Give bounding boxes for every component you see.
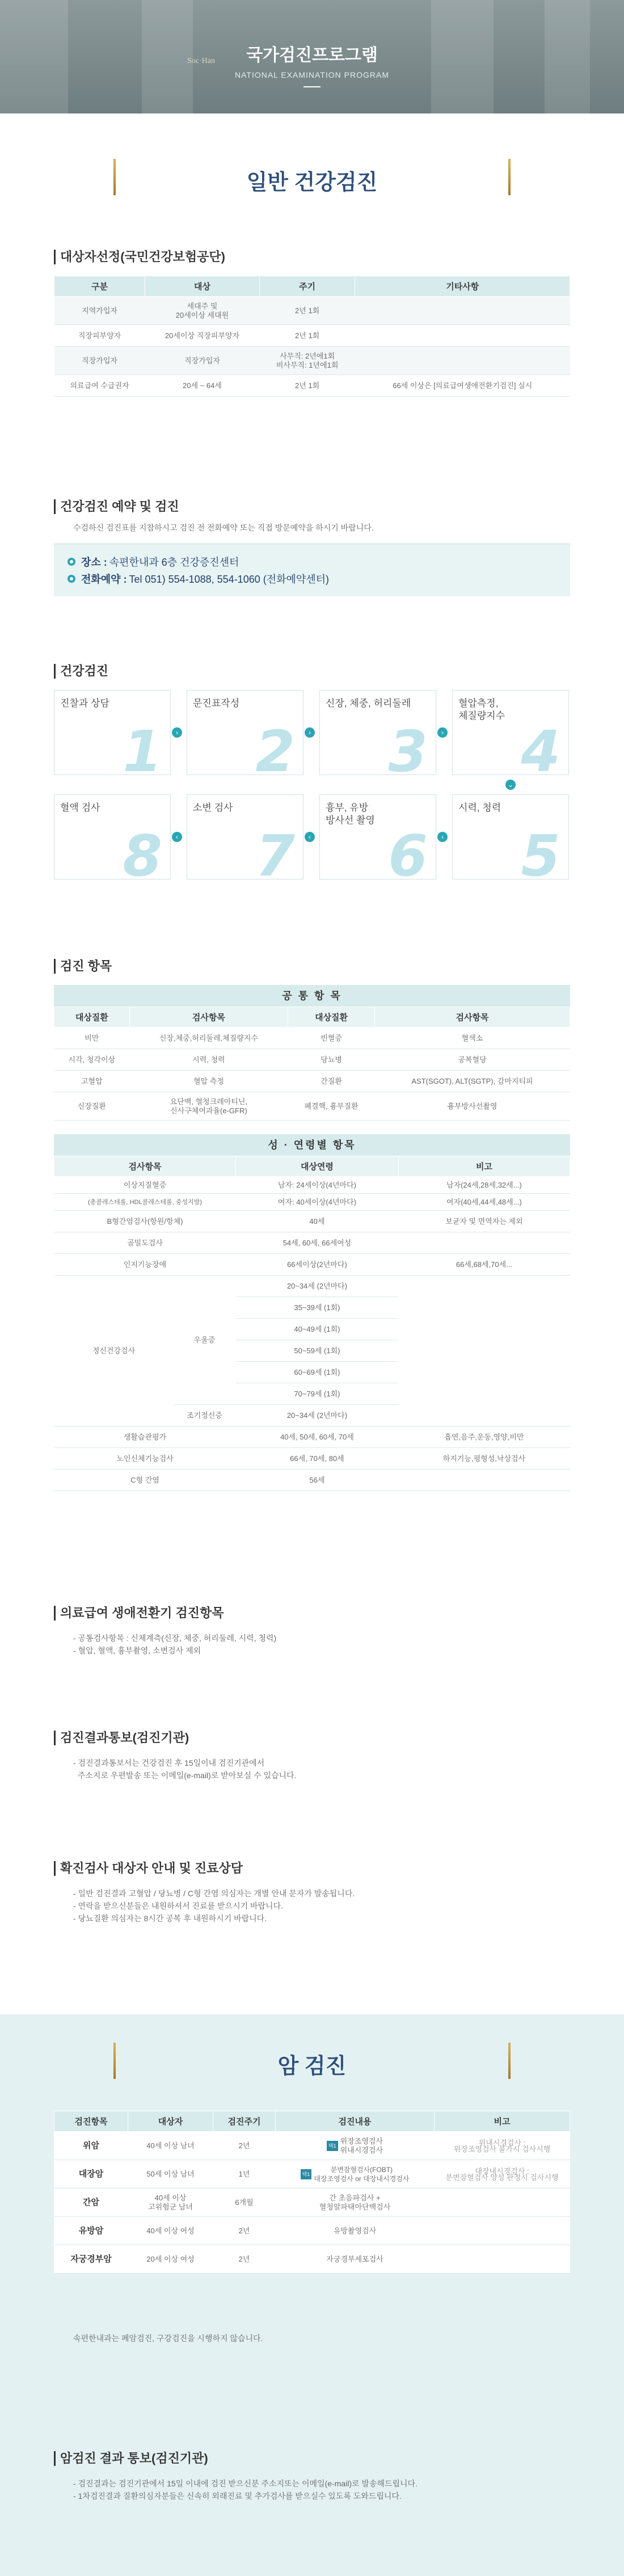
items-section xyxy=(54,959,570,1491)
cell: 흡연,음주,운동,영양,비만 xyxy=(398,1426,570,1448)
bullet-icon xyxy=(68,558,75,566)
cell: B형간염검사(항원/항체) xyxy=(54,1211,236,1232)
cell: 이상지질혈증 xyxy=(54,1177,236,1194)
col-header: 검진내용 xyxy=(276,2111,435,2132)
cell: 35~39세 (1회) xyxy=(236,1297,399,1319)
cell: 56세 xyxy=(236,1470,399,1491)
cell xyxy=(435,2245,570,2274)
choice-tag: 택1 xyxy=(327,2141,338,2151)
cell: 간질환 xyxy=(288,1071,375,1092)
cell: 20세이상 직장피부양자 xyxy=(145,325,260,347)
step-label: 흉부, 유방 방사선 촬영 xyxy=(326,802,375,826)
cell: 자궁경부암 xyxy=(54,2245,128,2274)
cell: 50세 이상 남녀 xyxy=(128,2160,213,2188)
common-items-table xyxy=(54,1007,570,1121)
col-header: 대상 xyxy=(145,276,260,297)
cell: 66세이상(2년마다) xyxy=(236,1254,399,1276)
table-row xyxy=(54,1426,570,1448)
cancer-table xyxy=(54,2111,570,2274)
cell xyxy=(355,325,570,347)
cell: 우울증 xyxy=(174,1276,236,1405)
table-row xyxy=(54,375,570,397)
step-number: 1 xyxy=(123,718,162,785)
table-row xyxy=(54,1028,570,1049)
arrow-right-icon: › xyxy=(172,727,182,738)
page-title: 일반 건강검진 xyxy=(246,171,378,195)
info-line: - 혈압, 혈액, 흉부촬영, 소변검사 제외 xyxy=(73,1646,201,1655)
eligibility-table xyxy=(54,276,570,397)
table-row xyxy=(54,297,570,325)
title-bracket-right xyxy=(508,159,511,195)
info-line: - 연락을 받으신분들은 내원하셔서 진료를 받으시기 바랍니다. xyxy=(73,1901,283,1910)
table-row xyxy=(54,1470,570,1491)
cell: (총콜레스테롤, HDL콜레스테롤, 중성지방) xyxy=(54,1194,236,1211)
items-heading: 검진 항목 xyxy=(54,959,570,974)
hero-title: 국가검진프로그램 xyxy=(246,46,378,65)
cancer-notice xyxy=(54,2332,570,2345)
cell: 40~49세 (1회) xyxy=(236,1319,399,1340)
cell: 고혈압 xyxy=(54,1071,130,1092)
arrow-left-icon: ‹ xyxy=(437,832,448,842)
cell: 대장내시경검사 : 분변잠혈검사 양성 판정시 검사시행 xyxy=(435,2160,570,2188)
cell: 여자(40세,44세,48세...) xyxy=(398,1194,570,1211)
cell: 노인신체기능검사 xyxy=(54,1448,236,1470)
step-label: 혈압측정, 체질량지수 xyxy=(458,698,505,721)
choice-tag: 택1 xyxy=(301,2169,312,2179)
common-items-title: 공 통 항 목 xyxy=(54,985,570,1007)
cell: 20세 ~ 64세 xyxy=(145,375,260,397)
info-line: - 검진결과통보서는 건강검진 후 15일이내 검진기관에서 xyxy=(73,1758,265,1767)
cell: 유방촬영검사 xyxy=(276,2217,435,2245)
cell: 자궁경부세포검사 xyxy=(276,2245,435,2274)
cell: 사무직: 2년에1회 비사무직: 1년에1회 xyxy=(259,347,355,375)
cell: C형 간염 xyxy=(54,1470,236,1491)
table-row xyxy=(54,1049,570,1071)
cell: 20~34세 (2년마다) xyxy=(236,1276,399,1297)
cell: 2년 1회 xyxy=(259,297,355,325)
table-row xyxy=(54,1071,570,1092)
cell: 70~79세 (1회) xyxy=(236,1383,399,1405)
cell: 간 초음파검사 + 혈청알파태아단백검사 xyxy=(276,2188,435,2217)
step-label: 진찰과 상담 xyxy=(60,698,109,709)
cell: 66세 이상은 [의료급여생애전환기검진] 실시 xyxy=(355,375,570,397)
col-header: 대상질환 xyxy=(288,1007,375,1028)
process-step xyxy=(319,794,436,889)
cell xyxy=(435,2217,570,2245)
cell xyxy=(355,297,570,325)
cell: 지역가입자 xyxy=(54,297,145,325)
cancer-title: 암 검진 xyxy=(277,2055,347,2078)
cell: 비만 xyxy=(54,1028,130,1049)
arrow-right-icon: › xyxy=(305,727,315,738)
cell: 직장피부양자 xyxy=(54,325,145,347)
cell: 신장질환 xyxy=(54,1092,130,1121)
cell xyxy=(355,347,570,375)
cell: 20~34세 (2년마다) xyxy=(236,1405,399,1426)
table-row xyxy=(54,1211,570,1232)
cell: 조기정신증 xyxy=(174,1405,236,1426)
cell: AST(SGOT), ALT(SGTP), 감마지티피 xyxy=(374,1071,570,1092)
info-line: - 당뇨질환 의심자는 8시간 공복 후 내원하시기 바랍니다. xyxy=(73,1914,267,1923)
cell: 2년 1회 xyxy=(259,325,355,347)
cell: 보균자 및 면역자는 제외 xyxy=(398,1211,570,1232)
col-header: 검사항목 xyxy=(129,1007,288,1028)
place-label: 장소 : xyxy=(81,557,107,568)
cell: 66세, 70세, 80세 xyxy=(236,1448,399,1470)
cell: 54세, 60세, 66세여성 xyxy=(236,1232,399,1254)
cell xyxy=(435,2188,570,2217)
cell: 골밀도검사 xyxy=(54,1232,236,1254)
process-step xyxy=(452,794,569,889)
cell xyxy=(398,1232,570,1254)
confirm-section xyxy=(54,1861,570,1925)
info-line: 주소지로 우편발송 또는 이메일(e-mail)로 받아보실 수 있습니다. xyxy=(73,1771,297,1780)
content-text: 위장조영검사 위내시경검사 xyxy=(340,2136,383,2154)
general-section-title xyxy=(113,148,511,204)
reservation-heading: 건강검진 예약 및 검진 xyxy=(54,499,570,514)
cell: 혈압 측정 xyxy=(129,1071,288,1092)
cell: 위암 xyxy=(54,2132,128,2160)
process-section xyxy=(54,664,570,889)
step-number: 5 xyxy=(521,823,560,889)
process-step xyxy=(187,690,303,785)
cell: 인지기능장애 xyxy=(54,1254,236,1276)
info-line: - 검진결과는 검진기관에서 15일 이내에 검진 받으신분 주소지또는 이메일(e-mail)로 발송해드립니다. xyxy=(73,2479,418,2488)
cell: 직장가입자 xyxy=(54,347,145,375)
cell: 혈색소 xyxy=(374,1028,570,1049)
col-header: 검진주기 xyxy=(213,2111,276,2132)
cell: 위내시경검사 : 위장조영검사 불가시 검사시행 xyxy=(435,2132,570,2160)
step-number: 8 xyxy=(123,823,162,889)
process-step xyxy=(54,690,171,785)
cell xyxy=(398,1470,570,1491)
cell: 40세 이상 여성 xyxy=(128,2217,213,2245)
col-header: 대상질환 xyxy=(54,1007,130,1028)
table-row xyxy=(54,1092,570,1121)
cell: 시력, 청력 xyxy=(129,1049,288,1071)
arrow-left-icon: ‹ xyxy=(305,832,315,842)
cell: 2년 xyxy=(213,2132,276,2160)
col-header: 대상연령 xyxy=(236,1156,399,1177)
title-bracket-right xyxy=(508,2043,511,2079)
place-row xyxy=(68,554,556,569)
info-line: - 일반 검진결과 고혈압 / 당뇨병 / C형 간염 의심자는 개별 안내 문자가 발송됩니다. xyxy=(73,1889,355,1898)
cell: 공복혈당 xyxy=(374,1049,570,1071)
cell: 대장암 xyxy=(54,2160,128,2188)
cell: 흉부방사선촬영 xyxy=(374,1092,570,1121)
hero-wall-logo: Soc·Han xyxy=(187,57,215,65)
table-row xyxy=(54,2245,570,2274)
hero-subtitle: NATIONAL EXAMINATION PROGRAM xyxy=(235,70,389,79)
cancer-result-heading: 암검진 결과 통보(검진기관) xyxy=(54,2451,570,2466)
table-row xyxy=(54,2160,570,2188)
process-step xyxy=(187,794,303,889)
cancer-section-title xyxy=(113,2031,511,2088)
cell: 40세 이상 고위험군 남녀 xyxy=(128,2188,213,2217)
cell: 20세 이상 여성 xyxy=(128,2245,213,2274)
cell: 정신건강검사 xyxy=(54,1276,174,1426)
table-row xyxy=(54,325,570,347)
reservation-section xyxy=(54,499,570,596)
cell: 1년 xyxy=(213,2160,276,2188)
cell: 2년 1회 xyxy=(259,375,355,397)
hero-underline xyxy=(303,86,321,87)
age-items-table xyxy=(54,1156,570,1491)
cell: 간암 xyxy=(54,2188,128,2217)
cancer-result-section xyxy=(54,2451,570,2502)
arrow-right-icon: › xyxy=(437,727,448,738)
step-label: 문진표작성 xyxy=(193,698,240,709)
cell: 40세 이상 남녀 xyxy=(128,2132,213,2160)
process-steps xyxy=(54,690,570,889)
col-header: 기타사항 xyxy=(355,276,570,297)
cancer-table-wrap xyxy=(54,2111,570,2274)
eligibility-heading: 대상자선정(국민건강보험공단) xyxy=(54,250,570,264)
cell: 남자(24세,28세,32세...) xyxy=(398,1177,570,1194)
cell: 폐결핵, 흉부질환 xyxy=(288,1092,375,1121)
cell: 40세 xyxy=(236,1211,399,1232)
cell: 6개월 xyxy=(213,2188,276,2217)
table-row xyxy=(54,2217,570,2245)
table-row xyxy=(54,1232,570,1254)
reservation-box xyxy=(54,544,570,596)
content-text: 분변잠혈검사(FOBT) 대장조영검사 or 대장내시경검사 xyxy=(314,2165,410,2183)
cell: 세대주 및 20세이상 세대원 xyxy=(145,297,260,325)
step-number: 3 xyxy=(388,718,428,785)
table-row xyxy=(54,1194,570,1211)
cell: 40세, 50세, 60세, 70세 xyxy=(236,1426,399,1448)
step-label: 신장, 체중, 허리둘레 xyxy=(326,698,411,709)
reservation-desc: 수검하신 검진표를 지참하시고 검진 전 전화예약 또는 직접 방문예약을 하시기 바랍니다. xyxy=(73,523,374,532)
process-heading: 건강검진 xyxy=(54,664,570,679)
cell: 빈혈증 xyxy=(288,1028,375,1049)
cell: 2년 xyxy=(213,2245,276,2274)
cell: 남자: 24세이상(4년마다) xyxy=(236,1177,399,1194)
table-row xyxy=(54,1254,570,1276)
confirm-heading: 확진검사 대상자 안내 및 진료상담 xyxy=(54,1861,570,1876)
cell: 50~59세 (1회) xyxy=(236,1340,399,1362)
col-header: 구분 xyxy=(54,276,145,297)
col-header: 비고 xyxy=(435,2111,570,2132)
cell: 신장,체중,허리둘레,체질량지수 xyxy=(129,1028,288,1049)
cell: 시각, 청각이상 xyxy=(54,1049,130,1071)
arrow-down-icon: ⌄ xyxy=(505,780,516,790)
col-header: 주기 xyxy=(259,276,355,297)
table-row xyxy=(54,1448,570,1470)
cell xyxy=(398,1276,570,1426)
step-number: 4 xyxy=(521,718,560,785)
cell: 의료급여 수급권자 xyxy=(54,375,145,397)
place-value: 속편한내과 6층 건강증진센터 xyxy=(109,557,239,568)
phone-link[interactable]: Tel 051) 554-1088, 554-1060 (전화예약센터) xyxy=(129,574,330,585)
col-header: 대상자 xyxy=(128,2111,213,2132)
step-number: 2 xyxy=(255,718,295,785)
step-number: 7 xyxy=(255,823,295,889)
cell xyxy=(276,2160,435,2188)
process-step xyxy=(452,690,569,785)
cell: 유방암 xyxy=(54,2217,128,2245)
phone-row xyxy=(68,571,556,586)
result-heading: 검진결과통보(검진기관) xyxy=(54,1731,570,1745)
cell: 여자: 40세이상(4년마다) xyxy=(236,1194,399,1211)
step-label: 혈액 검사 xyxy=(60,802,100,813)
table-row xyxy=(54,1276,570,1297)
age-items-title: 성 · 연령별 항목 xyxy=(54,1134,570,1156)
cell: 66세,68세,70세... xyxy=(398,1254,570,1276)
cell: 당뇨병 xyxy=(288,1049,375,1071)
cell: 직장가입자 xyxy=(145,347,260,375)
table-row xyxy=(54,347,570,375)
step-label: 소변 검사 xyxy=(193,802,233,813)
col-header: 검사항목 xyxy=(54,1156,236,1177)
col-header: 비고 xyxy=(398,1156,570,1177)
result-section xyxy=(54,1731,570,1782)
step-number: 6 xyxy=(388,823,428,889)
cell: 60~69세 (1회) xyxy=(236,1362,399,1383)
col-header: 검진항목 xyxy=(54,2111,128,2132)
phone-label: 전화예약 : xyxy=(81,574,127,585)
step-label: 시력, 청력 xyxy=(458,802,501,813)
cell: 2년 xyxy=(213,2217,276,2245)
cell: 하지기능,평형성,낙상검사 xyxy=(398,1448,570,1470)
cell xyxy=(276,2132,435,2160)
hero-banner xyxy=(0,0,624,113)
medical-aid-heading: 의료급여 생애전환기 검진항목 xyxy=(54,1606,570,1620)
bullet-icon xyxy=(68,575,75,583)
arrow-left-icon: ‹ xyxy=(172,832,182,842)
process-step xyxy=(54,794,171,889)
eligibility-section xyxy=(54,250,570,397)
table-row xyxy=(54,1177,570,1194)
table-row xyxy=(54,2188,570,2217)
info-line: - 공통검사항목 : 신체계측(신장, 체중, 허리둘레, 시력, 청력) xyxy=(73,1634,277,1643)
table-row xyxy=(54,2132,570,2160)
col-header: 검사항목 xyxy=(374,1007,570,1028)
notice-text: 속편한내과는 폐암검진, 구강검진을 시행하지 않습니다. xyxy=(73,2334,263,2343)
medical-aid-section xyxy=(54,1606,570,1657)
process-step xyxy=(319,690,436,785)
cell: 요단백, 혈청크레아티닌, 신사구체여과율(e-GFR) xyxy=(129,1092,288,1121)
cell: 생활습관평가 xyxy=(54,1426,236,1448)
info-line: - 1차검진결과 질환의심자분들은 신속히 외래진료 및 추가검사를 받으실수 있도록 도와드립니다. xyxy=(73,2491,402,2501)
